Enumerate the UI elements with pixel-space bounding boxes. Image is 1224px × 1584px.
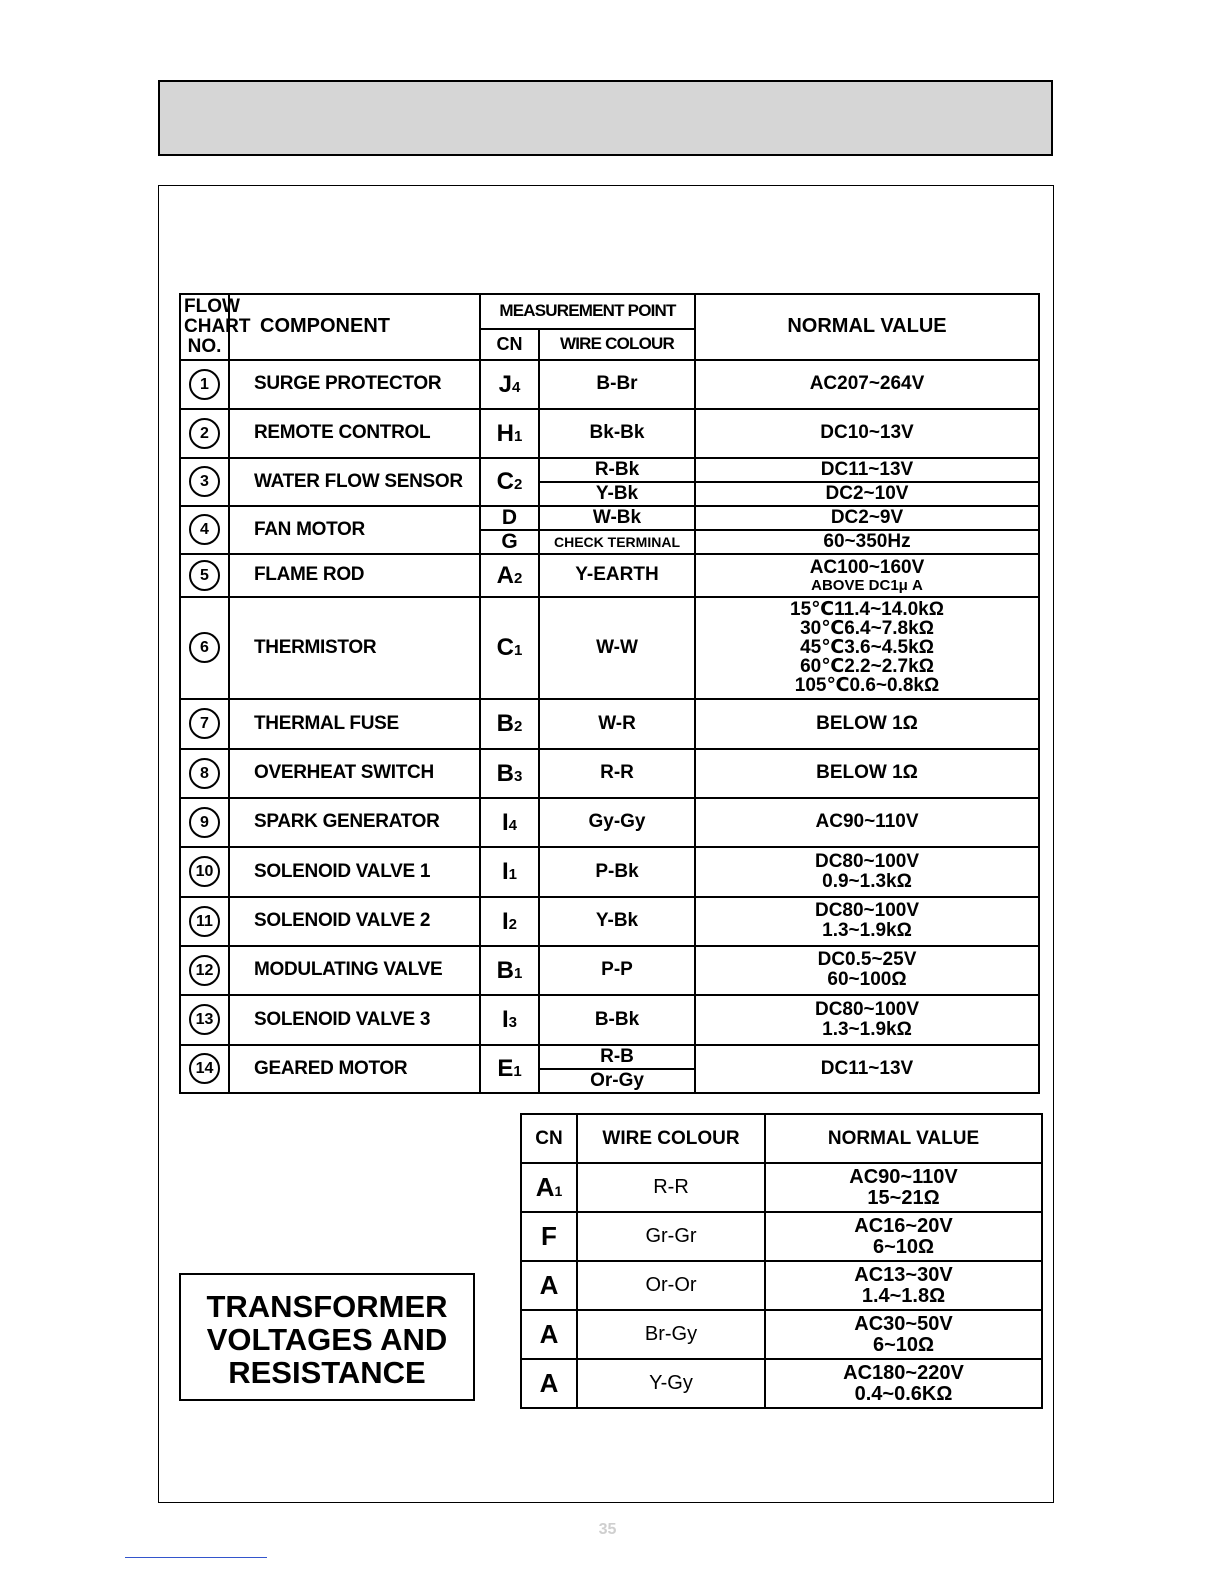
wire-colour: Y-EARTH (539, 554, 695, 597)
wire-colour-header: WIRE COLOUR (539, 329, 695, 360)
normal-value: 15℃11.4~14.0kΩ 30℃6.4~7.8kΩ 45℃3.6~4.5kΩ 60℃2.2~2.7kΩ 105℃0.6~0.8kΩ (695, 597, 1039, 699)
table-row (521, 1310, 1042, 1359)
wire-colour: Bk-Bk (539, 409, 695, 458)
wire-colour: Y-Bk (539, 897, 695, 946)
cn-cell: E1 (480, 1045, 539, 1093)
table-row (180, 597, 1039, 699)
cn-cell: G (480, 530, 539, 554)
normal-value: AC30~50V 6~10Ω (765, 1310, 1042, 1359)
wire-colour-header: WIRE COLOUR (577, 1114, 765, 1163)
wire-colour: P-P (539, 946, 695, 995)
wire-colour: Y-Gy (577, 1359, 765, 1408)
wire-colour: W-Bk (539, 506, 695, 530)
normal-value: DC2~9V (695, 506, 1039, 530)
component-header: COMPONENT (229, 294, 480, 360)
wire-colour: W-R (539, 699, 695, 749)
normal-value: DC80~100V 1.3~1.9kΩ (695, 897, 1039, 946)
normal-value: AC90~110V (695, 798, 1039, 847)
row-number: 11 (189, 906, 220, 937)
flow-chart-no-header: FLOW CHART NO. (180, 294, 229, 360)
measurement-point-header: MEASUREMENT POINT (480, 294, 695, 329)
table-row (180, 995, 1039, 1045)
wire-colour: CHECK TERMINAL (539, 530, 695, 554)
component-name: OVERHEAT SWITCH (229, 749, 480, 798)
table-row (180, 409, 1039, 458)
component-name: REMOTE CONTROL (229, 409, 480, 458)
normal-value: DC11~13V (695, 458, 1039, 482)
normal-value: AC13~30V 1.4~1.8Ω (765, 1261, 1042, 1310)
wire-colour: R-R (577, 1163, 765, 1212)
cn-cell: B3 (480, 749, 539, 798)
normal-value: 60~350Hz (695, 530, 1039, 554)
cn-cell: A (521, 1310, 577, 1359)
row-number: 9 (189, 807, 220, 838)
cn-cell: I3 (480, 995, 539, 1045)
table-row (521, 1359, 1042, 1408)
table-row (180, 506, 1039, 530)
wire-colour: R-R (539, 749, 695, 798)
wire-colour: Gy-Gy (539, 798, 695, 847)
cn-cell: J4 (480, 360, 539, 409)
cn-cell: C1 (480, 597, 539, 699)
cn-cell: A (521, 1359, 577, 1408)
cn-cell: A (521, 1261, 577, 1310)
component-name: SURGE PROTECTOR (229, 360, 480, 409)
row-number: 13 (189, 1004, 220, 1035)
wire-colour: P-Bk (539, 847, 695, 897)
table-row (521, 1261, 1042, 1310)
cn-cell: B1 (480, 946, 539, 995)
table-row (180, 798, 1039, 847)
component-name: SPARK GENERATOR (229, 798, 480, 847)
cn-cell: I4 (480, 798, 539, 847)
normal-value: AC16~20V 6~10Ω (765, 1212, 1042, 1261)
wire-colour: W-W (539, 597, 695, 699)
wire-colour: B-Br (539, 360, 695, 409)
wire-colour: Or-Or (577, 1261, 765, 1310)
wire-colour: B-Bk (539, 995, 695, 1045)
row-number: 6 (189, 632, 220, 663)
cn-header: CN (480, 329, 539, 360)
table-row (180, 946, 1039, 995)
normal-value: BELOW 1Ω (695, 699, 1039, 749)
cn-cell: I2 (480, 897, 539, 946)
table-row (180, 458, 1039, 482)
row-number: 3 (189, 466, 220, 497)
cn-cell: A1 (521, 1163, 577, 1212)
row-number: 14 (189, 1053, 220, 1084)
transformer-title-box (179, 1273, 475, 1401)
row-number: 1 (189, 369, 220, 400)
row-number: 10 (189, 856, 220, 887)
normal-value: DC11~13V (695, 1045, 1039, 1093)
component-name: MODULATING VALVE (229, 946, 480, 995)
cn-cell: H1 (480, 409, 539, 458)
component-name: SOLENOID VALVE 2 (229, 897, 480, 946)
transformer-table (520, 1113, 1043, 1409)
normal-value: BELOW 1Ω (695, 749, 1039, 798)
row-number: 7 (189, 708, 220, 739)
wire-colour: Or-Gy (539, 1069, 695, 1093)
normal-value: DC10~13V (695, 409, 1039, 458)
table-row (180, 847, 1039, 897)
normal-value: DC80~100V 0.9~1.3kΩ (695, 847, 1039, 897)
normal-value-header: NORMAL VALUE (695, 294, 1039, 360)
footer-link-underline (125, 1557, 267, 1558)
component-name: THERMAL FUSE (229, 699, 480, 749)
header-band (158, 80, 1053, 156)
row-number: 2 (189, 418, 220, 449)
wire-colour: R-Bk (539, 458, 695, 482)
wire-colour: Gr-Gr (577, 1212, 765, 1261)
page-number: 35 (598, 1521, 617, 1538)
cn-header: CN (521, 1114, 577, 1163)
normal-value: DC2~10V (695, 482, 1039, 506)
cn-cell: A2 (480, 554, 539, 597)
title-line: VOLTAGES AND (206, 1322, 448, 1357)
component-name: FAN MOTOR (229, 506, 480, 554)
table-row (180, 749, 1039, 798)
table-row (180, 1045, 1039, 1069)
component-name: WATER FLOW SENSOR (229, 458, 480, 506)
normal-value: AC207~264V (695, 360, 1039, 409)
normal-value: AC100~160V ABOVE DC1μ A (695, 554, 1039, 597)
cn-cell: F (521, 1212, 577, 1261)
cn-cell: C2 (480, 458, 539, 506)
cn-cell: D (480, 506, 539, 530)
table-row (180, 360, 1039, 409)
component-name: GEARED MOTOR (229, 1045, 480, 1093)
normal-value: AC90~110V 15~21Ω (765, 1163, 1042, 1212)
wire-colour: R-B (539, 1045, 695, 1069)
normal-value: DC80~100V 1.3~1.9kΩ (695, 995, 1039, 1045)
cn-cell: I1 (480, 847, 539, 897)
cn-cell: B2 (480, 699, 539, 749)
component-name: SOLENOID VALVE 3 (229, 995, 480, 1045)
wire-colour: Br-Gy (577, 1310, 765, 1359)
table-row (521, 1163, 1042, 1212)
table-row (180, 897, 1039, 946)
title-line: RESISTANCE (228, 1355, 426, 1390)
normal-value: DC0.5~25V 60~100Ω (695, 946, 1039, 995)
table-row (180, 554, 1039, 597)
table-row (180, 699, 1039, 749)
normal-value-header: NORMAL VALUE (765, 1114, 1042, 1163)
row-number: 12 (189, 955, 220, 986)
row-number: 5 (189, 560, 220, 591)
component-name: FLAME ROD (229, 554, 480, 597)
component-name: THERMISTOR (229, 597, 480, 699)
row-number: 4 (189, 514, 220, 545)
wire-colour: Y-Bk (539, 482, 695, 506)
component-name: SOLENOID VALVE 1 (229, 847, 480, 897)
table-row (521, 1212, 1042, 1261)
title-line: TRANSFORMER (206, 1289, 448, 1324)
row-number: 8 (189, 758, 220, 789)
normal-value: AC180~220V 0.4~0.6KΩ (765, 1359, 1042, 1408)
component-table (179, 293, 1040, 1094)
